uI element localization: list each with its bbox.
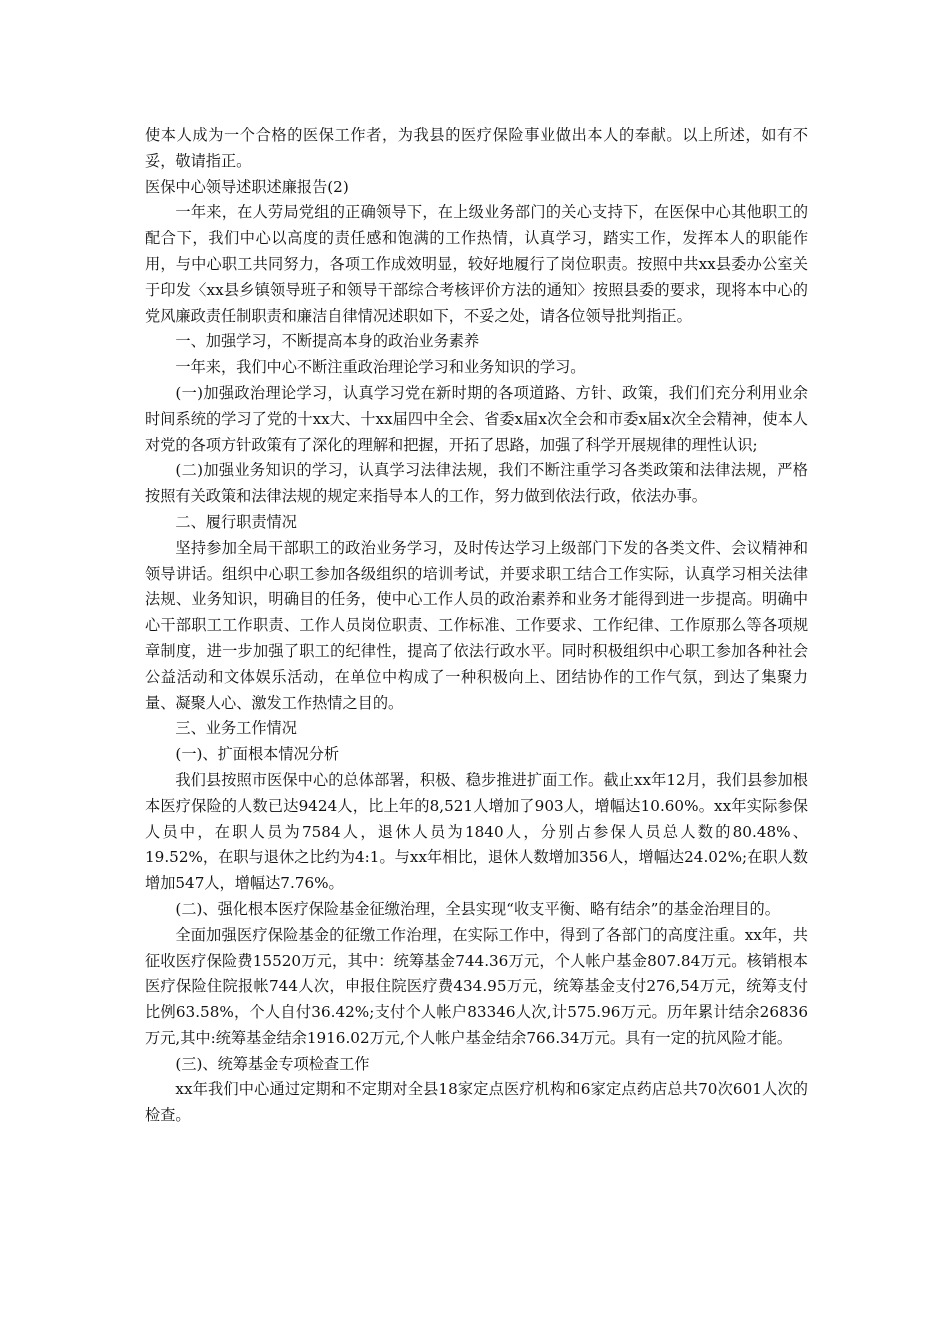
- section-heading-2: 二、履行职责情况: [175, 512, 297, 531]
- paragraph-intro: 一年来，在人劳局党组的正确领导下，在上级业务部门的关心支持下，在医保中心其他职工的配合下，我们中心以高度的责任感和饱满的工作热情，认真学习，踏实工作，发挥本人的职能作用，与中心职工共同努力，各项工作成效明显，较好地履行了岗位职责。按照中共xx县委办公室关于印发〈xx县乡镇领导班子和领导干部综合考核评价方法的通知〉按照县委的要求，现将本中心的党风廉政责任制职责和廉洁自律情况述职如下，不妥之处，请各位领导批判指正。: [145, 203, 808, 325]
- section-heading-3: 三、业务工作情况: [175, 719, 297, 738]
- paragraph-business-study: (二)加强业务知识的学习，认真学习法律法规，我们不断注重学习各类政策和法律法规，严格按照有关政策和法律法规的规定来指导本人的工作，努力做到依法行政，依法办事。: [145, 461, 808, 506]
- paragraph-study-summary: 一年来，我们中心不断注重政治理论学习和业务知识的学习。: [175, 358, 586, 377]
- paragraph-closing: 使本人成为一个合格的医保工作者，为我县的医疗保险事业做出本人的奉献。以上所述，如有不妥，敬请指正。: [145, 126, 808, 170]
- document-title: 医保中心领导述职述廉报告(2): [145, 177, 349, 196]
- document-page: [145, 123, 808, 1129]
- paragraph-expansion: 我们县按照市医保中心的总体部署，积极、稳步推进扩面工作。截止xx年12月，我们县参加根本医疗保险的人数已达9424人，比上年的8,521人增加了903人，增幅达10.60%。xx年实际参保人员中，在职人员为7584人，退休人员为1840人，分别占参保人员总人数的80.48%、19.52%，在职与退休之比约为4:1。与xx年相比，退休人数增加356人，增幅达24.02%;在职人数增加547人，增幅达7.76%。: [145, 770, 808, 893]
- paragraph-duties: 坚持参加全局干部职工的政治业务学习，及时传达学习上级部门下发的各类文件、会议精神和领导讲话。组织中心职工参加各级组织的培训考试，并要求职工结合工作实际，认真学习相关法律法规、业务知识，明确目的任务，使中心工作人员的政治素养和业务才能得到进一步提高。明确中心干部职工工作职责、工作人员岗位职责、工作标准、工作要求、工作纪律、工作原那么等各项规章制度，进一步加强了职工的纪律性，提高了依法行政水平。同时积极组织中心职工参加各种社会公益活动和文体娱乐活动，在单位中构成了一种积极向上、团结协作的工作气氛，到达了集聚力量、凝聚人心、激发工作热情之目的。: [145, 538, 808, 712]
- paragraph-fund-collection: 全面加强医疗保险基金的征缴工作治理，在实际工作中，得到了各部门的高度注重。xx年，共征收医疗保险费15520万元，其中：统筹基金744.36万元，个人帐户基金807.84万元。核销根本医疗保险住院报帐744人次，申报住院医疗费434.95万元，统筹基金支付276,54万元，统筹支付比例63.58%，个人自付36.42%;支付个人帐户83346人次,计575.96万元。历年累计结余26836万元,其中:统筹基金结余1916.02万元,个人帐户基金结余766.34万元。具有一定的抗风险才能。: [145, 925, 808, 1047]
- subheading-expansion: (一)、扩面根本情况分析: [175, 745, 340, 764]
- paragraph-political-study: (一)加强政治理论学习，认真学习党在新时期的各项道路、方针、政策，我们们充分利用业余时间系统的学习了党的十xx大、十xx届四中全会、省委x届x次全会和市委x届x次全会精神，使本人对党的各项方针政策有了深化的理解和把握，开拓了思路，加强了科学开展规律的理性认识;: [145, 383, 808, 454]
- paragraph-fund-inspection: xx年我们中心通过定期和不定期对全县18家定点医疗机构和6家定点药店总共70次601人次的检查。: [145, 1080, 808, 1125]
- section-heading-1: 一、加强学习，不断提高本身的政治业务素养: [175, 332, 480, 351]
- subheading-fund-inspection: (三)、统筹基金专项检查工作: [175, 1054, 370, 1073]
- subheading-fund-collection: (二)、强化根本医疗保险基金征缴治理，全县实现“收支平衡、略有结余”的基金治理目的。: [175, 899, 780, 918]
